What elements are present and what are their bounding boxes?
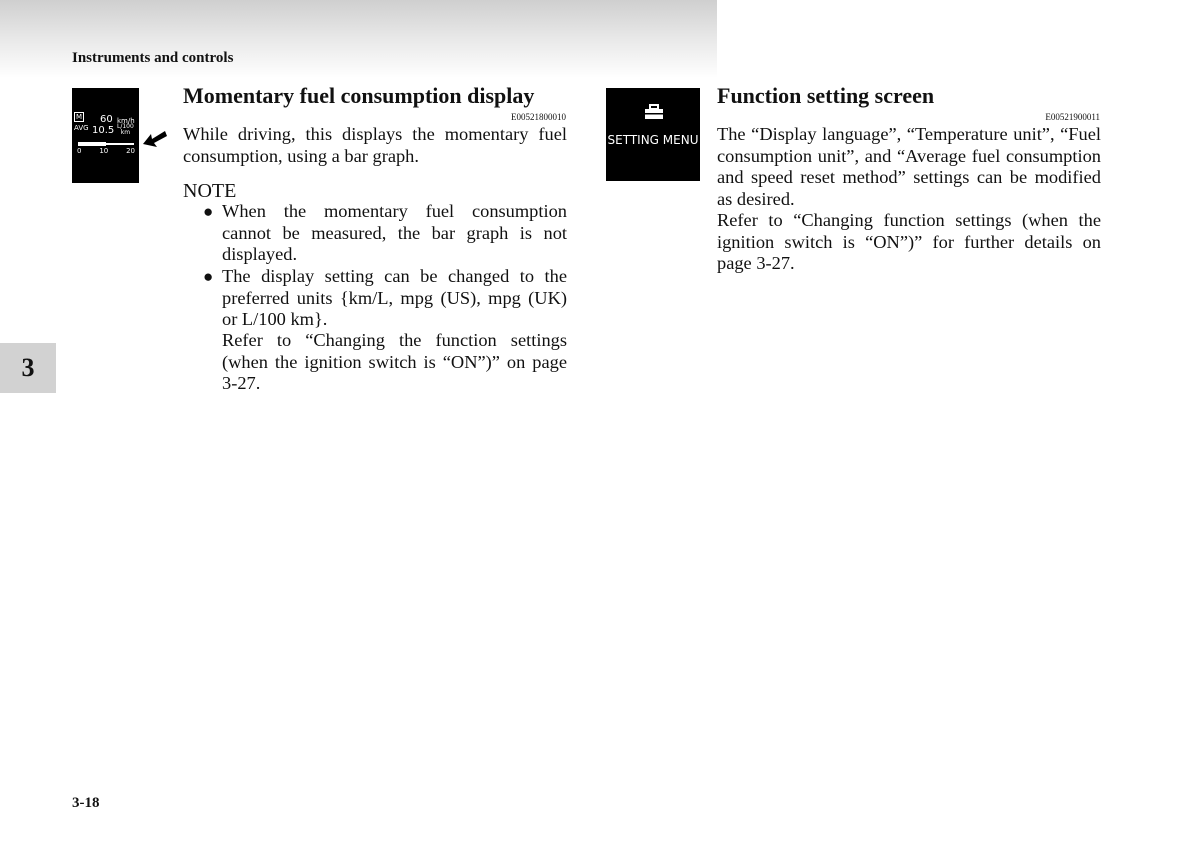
consumption-unit-bottom: km: [120, 129, 131, 136]
page-number: 3-18: [72, 795, 100, 811]
arrow-pointer-icon: [141, 126, 167, 152]
chapter-tab: [0, 343, 56, 393]
note-heading: NOTE: [183, 180, 237, 202]
bullet-icon: ●: [203, 267, 214, 286]
speed-value: 60: [100, 114, 113, 125]
note-bullet-text: When the momentary fuel consumption cannot be measured, the bar graph is not displayed.: [222, 201, 567, 264]
note-bullet-text: The display setting can be changed to the preferred units {km/L, mpg (US), mpg (UK) or L/100 km}.: [222, 266, 567, 329]
fuel-consumption-display-illustration: [72, 88, 139, 183]
section-title-function-setting: Function setting screen: [717, 83, 935, 108]
section-code: E00521800010: [511, 112, 566, 122]
section-body: The “Display language”, “Temperature unit”, “Fuel consumption unit”, and “Average fuel consumption and speed reset method” settings can be modified as desired.: [717, 124, 1101, 209]
section-title-momentary: Momentary fuel consumption display: [183, 83, 535, 108]
tick-label: 10: [99, 147, 109, 155]
tick-label: 0: [77, 147, 82, 155]
toolbox-icon: [644, 104, 664, 120]
avg-label: AVG: [74, 124, 89, 132]
consumption-unit-top: L/100: [117, 123, 134, 130]
section-body: While driving, this displays the momentary fuel consumption, using a bar graph.: [183, 124, 567, 166]
consumption-unit: [117, 124, 134, 136]
note-bullet: [203, 266, 567, 331]
section-code: E00521900011: [1045, 112, 1100, 122]
running-header: Instruments and controls: [72, 50, 234, 66]
note-reference: [222, 330, 567, 395]
consumption-value: 10.5: [92, 125, 115, 136]
mode-label: M: [76, 113, 83, 121]
bar-graph-ticks: [77, 147, 135, 155]
note-bullet: [203, 201, 567, 266]
setting-menu-display-illustration: [606, 88, 700, 181]
bar-graph-fill: [78, 142, 106, 146]
section-reference: Refer to “Changing function settings (when the ignition switch is “ON”)” for further details on page 3-27.: [717, 210, 1101, 273]
bullet-icon: ●: [203, 202, 214, 221]
speed-unit: km/h: [117, 117, 135, 125]
chapter-number: 3: [21, 353, 35, 382]
tick-label: 20: [126, 147, 135, 155]
note-reference-text: Refer to “Changing the function settings (when the ignition switch is “ON”)” on page 3-27.: [222, 330, 567, 393]
setting-menu-label: SETTING MENU: [607, 133, 699, 147]
